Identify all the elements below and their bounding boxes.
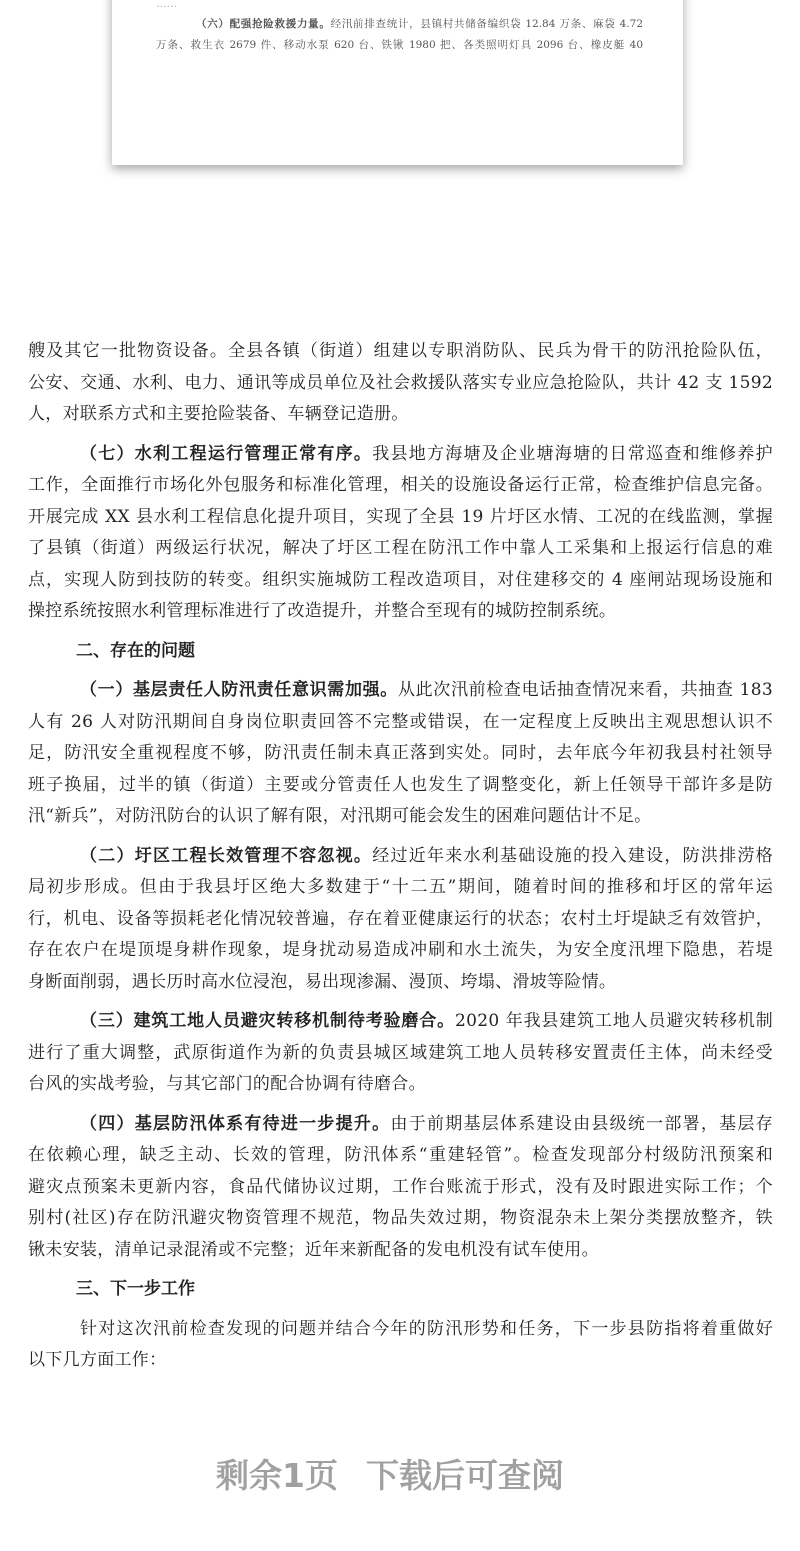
text-line	[28, 707, 773, 739]
line-text: 别村(社区)存在防汛避灾物资管理不规范，物品失效过期，物资混杂未上架分类摆放整齐，铁	[28, 1208, 773, 1228]
paragraph	[28, 1109, 773, 1267]
partial-line: ……	[156, 0, 177, 10]
text-line	[28, 439, 773, 471]
text-line	[28, 770, 773, 802]
text-line	[28, 872, 773, 904]
download-hint[interactable]: 下载后可查阅	[365, 1456, 564, 1495]
text-line	[28, 336, 773, 368]
text-line	[28, 1006, 773, 1038]
paragraph	[28, 841, 773, 999]
line-text: 了县镇（街道）两级运行状况，解决了圩区工程在防汛工作中靠人工采集和上报运行信息的难	[28, 538, 773, 558]
text-line	[28, 1109, 773, 1141]
card-line-1	[156, 16, 643, 31]
card-line-1-text: 经汛前排查统计，县镇村共储备编织袋 12.84 万条、麻袋 4.72	[330, 18, 643, 30]
line-text: 人有 26 人对防汛期间自身岗位职责回答不完整或错误，在一定程度上反映出主观思想认识不	[28, 711, 773, 732]
document-body	[28, 336, 773, 1385]
line-text: 进行了重大调整，武原街道作为新的负责县城区域建筑工地人员转移安置责任主体，尚未经受	[28, 1042, 773, 1063]
paragraph	[28, 1314, 773, 1377]
text-line	[28, 1140, 773, 1172]
paragraph	[28, 439, 773, 628]
text-line	[28, 675, 773, 707]
text-line	[28, 596, 773, 628]
text-line	[28, 841, 773, 873]
paragraph-lead: （三）建筑工地人员避灾转移机制待考验磨合。	[80, 1011, 455, 1031]
text-line	[28, 1235, 773, 1267]
line-text: 台风的实战考验，与其它部门的配合协调有待磨合。	[28, 1074, 426, 1094]
line-text: 艘及其它一批物资设备。全县各镇（街道）组建以专职消防队、民兵为骨干的防汛抢险队伍，	[28, 341, 773, 361]
line-text: 由于前期基层体系建设由县级统一部署，基层存	[390, 1113, 773, 1134]
line-text: 2020 年我县建筑工地人员避灾转移机制	[454, 1011, 773, 1031]
text-line	[28, 1172, 773, 1204]
paragraph	[28, 1006, 773, 1101]
line-text: 以下几方面工作：	[28, 1350, 167, 1370]
paragraph	[28, 336, 773, 431]
paragraph-lead: （一）基层责任人防汛责任意识需加强。	[80, 680, 398, 700]
line-text: 班子换届，过半的镇（街道）主要或分管责任人也发生了调整变化，新上任领导干部许多是防	[28, 774, 773, 795]
line-text: 公安、交通、水利、电力、通讯等成员单位及社会救援队落实专业应急抢险队，共计 42 支 1592	[28, 372, 773, 393]
text-line	[28, 738, 773, 770]
card-lead: （六）配强抢险救援力量。	[196, 18, 331, 30]
paragraph-lead: （七）水利工程运行管理正常有序。	[80, 443, 373, 464]
card-line-2: 万条、救生衣 2679 件、移动水泵 620 台、铁锹 1980 把、各类照明灯具 2096 台、橡皮艇 40	[156, 39, 643, 51]
text-line	[28, 1038, 773, 1070]
line-text: 行，机电、设备等损耗老化情况较普遍，存在着亚健康运行的状态；农村土圩堤缺乏有效管护，	[28, 908, 773, 929]
preview-page-card	[112, 0, 683, 165]
text-line	[28, 502, 773, 534]
paragraph-lead: （四）基层防汛体系有待进一步提升。	[80, 1113, 391, 1134]
text-line	[28, 1069, 773, 1101]
text-line	[28, 368, 773, 400]
text-line	[28, 801, 773, 833]
line-text: 足，防汛安全重视程度不够，防汛责任制未真正落到实处。同时，去年底今年初我县村社领导	[28, 743, 773, 763]
line-text: 经过近年来水利基础设施的投入建设，防洪排涝格	[372, 845, 773, 866]
line-text: 开展完成 XX 县水利工程信息化提升项目，实现了全县 19 片圩区水情、工况的在线监测，掌握	[28, 506, 773, 527]
text-line	[28, 967, 773, 999]
remaining-pages[interactable]: 剩余1页	[216, 1456, 338, 1495]
text-line	[28, 935, 773, 967]
paragraph	[28, 675, 773, 833]
text-line	[28, 904, 773, 936]
text-line	[28, 533, 773, 565]
text-line	[28, 399, 773, 431]
line-text: 避灾点预案未更新内容，食品代储协议过期，工作台账流于形式，没有及时跟进实际工作；个	[28, 1176, 773, 1197]
line-text: 身断面削弱，遇长历时高水位浸泡，易出现渗漏、漫顶、垮塌、滑坡等险情。	[28, 971, 617, 992]
line-text: 我县地方海塘及企业塘海塘的日常巡查和维修养护	[372, 443, 773, 464]
line-text: 局初步形成。但由于我县圩区绝大多数建于“十二五”期间，随着时间的推移和圩区的常年运	[28, 877, 773, 897]
text-line	[28, 565, 773, 597]
line-text: 在依赖心理，缺乏主动、长效的管理，防汛体系“重建轻管”。检查发现部分村级防汛预案和	[28, 1145, 773, 1165]
line-text: 锹未安装，清单记录混淆或不完整；近年来新配备的发电机没有试车使用。	[28, 1239, 599, 1260]
line-text: 汛“新兵”，对防汛防台的认识了解有限，对汛期可能会发生的困难问题估计不足。	[28, 806, 652, 826]
line-text: 工作，全面推行市场化外包服务和标准化管理，相关的设施设备运行正常，检查维护信息完备。	[28, 475, 773, 495]
text-line	[28, 1314, 773, 1346]
download-prompt[interactable]	[0, 1450, 780, 1497]
text-line	[28, 1203, 773, 1235]
line-text: 从此次汛前检查电话抽查情况来看，共抽查 183	[397, 680, 773, 700]
text-line	[28, 470, 773, 502]
line-text: 针对这次汛前检查发现的问题并结合今年的防汛形势和任务，下一步县防指将着重做好	[80, 1318, 773, 1339]
line-text: 点，实现人防到技防的转变。组织实施城防工程改造项目，对住建移交的 4 座闸站现场设施和	[28, 569, 773, 590]
line-text: 操控系统按照水利管理标准进行了改造提升，并整合至现有的城防控制系统。	[28, 601, 617, 621]
line-text: 人，对联系方式和主要抢险装备、车辆登记造册。	[28, 404, 409, 424]
paragraph-lead: （二）圩区工程长效管理不容忽视。	[80, 845, 373, 866]
section-heading: 三、下一步工作	[76, 1279, 195, 1299]
section-heading: 二、存在的问题	[76, 640, 195, 661]
line-text: 存在农户在堤顶堤身耕作现象，堤身扰动易造成冲刷和水土流失，为安全度汛埋下隐患，若堤	[28, 940, 773, 960]
text-line	[28, 1345, 773, 1377]
